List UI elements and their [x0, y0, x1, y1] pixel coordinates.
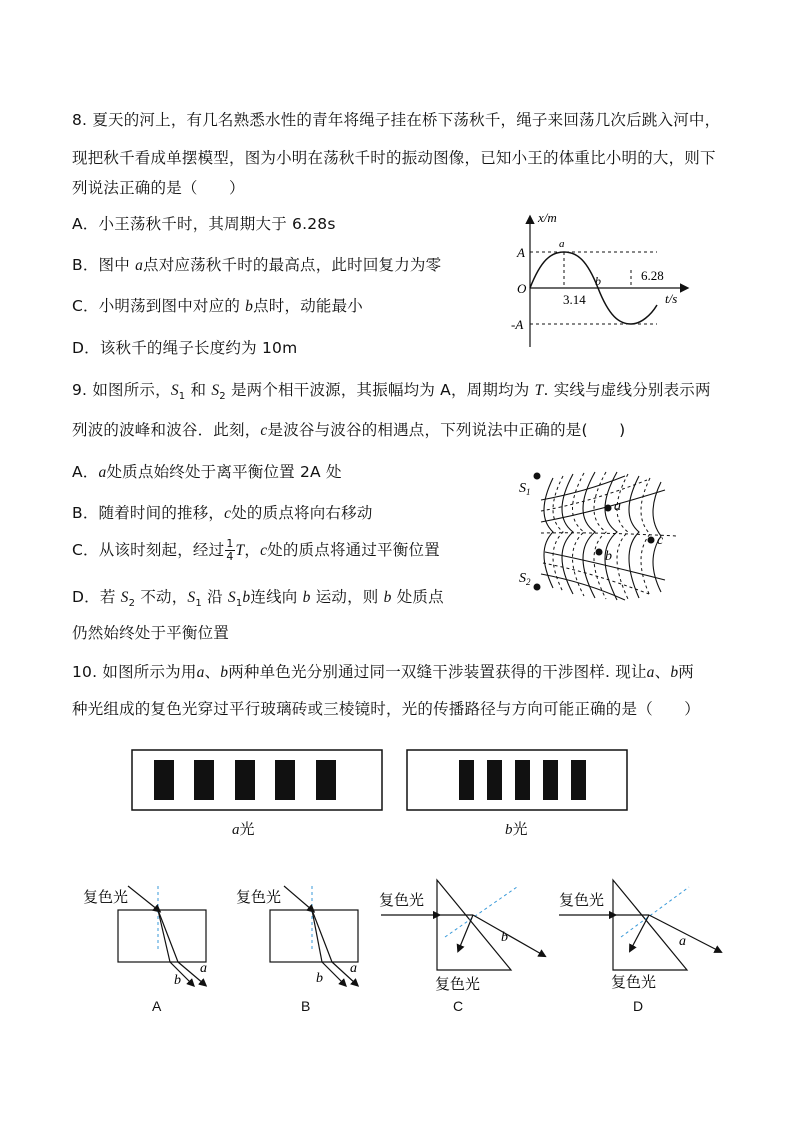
pattern-b	[405, 748, 630, 812]
q8-option-b: B．图中 a点对应荡秋千时的最高点，此时回复力为零	[72, 256, 442, 274]
svg-text:复色光: 复色光	[435, 977, 481, 993]
q8-stem-line2: 现把秋千看成单摆模型，图为小明在荡秋千时的振动图像，已知小王的体重比小明的大，则下	[72, 149, 716, 167]
q9-option-b: B．随着时间的推移，c处的质点将向右移动	[72, 504, 373, 522]
label-c: c	[657, 533, 664, 548]
svg-text:b: b	[316, 971, 323, 986]
source-s1	[534, 473, 541, 480]
q10-stem-line1: 10. 如图所示为用a、b两种单色光分别通过同一双缝干涉装置获得的干涉图样. 现让a、b两	[72, 663, 694, 681]
origin-label: O	[517, 281, 527, 296]
q9-interference-figure	[515, 470, 695, 605]
q9-stem-line2: 列波的波峰和波谷．此刻，c是波谷与波谷的相遇点，下列说法中正确的是( )	[72, 421, 626, 439]
q10-stem-line2: 种光组成的复色光穿过平行玻璃砖或三棱镜时，光的传播路径与方向可能正确的是（ ）	[72, 700, 701, 718]
tick-3.14: 3.14	[563, 292, 586, 307]
svg-text:a: a	[200, 961, 207, 976]
q8-vibration-graph	[505, 205, 705, 355]
svg-text:复色光: 复色光	[83, 890, 129, 906]
source-s2	[534, 584, 541, 591]
svg-text:复色光: 复色光	[379, 893, 425, 909]
point-a-label: a	[559, 238, 565, 250]
q9-option-c: C．从该时刻起，经过 $\frac{1}{4}$ T，c处的质点将通过平衡位置	[72, 537, 440, 563]
label-b: b	[605, 549, 612, 564]
label-s2: $S_2$	[519, 571, 531, 587]
q9-stem-line1: 9. 如图所示，$S_1$ 和 $S_2$ 是两个相干波源，其振幅均为 A，周期均为 T. 实线与虚线分别表示两	[72, 381, 711, 403]
q8-stem-line1: 8. 夏天的河上，有几名熟悉水性的青年将绳子挂在桥下荡秋千，绳子来回荡几次后跳入河中，	[72, 111, 721, 129]
choice-d-label: D	[633, 998, 644, 1014]
q9-option-d-line2: 仍然始终处于平衡位置	[72, 624, 230, 642]
svg-text:复色光: 复色光	[559, 893, 605, 909]
q9-option-a: A．a处质点始终处于离平衡位置 2A 处	[72, 463, 342, 481]
choice-c-diagram	[375, 875, 550, 995]
q8-stem-line3: 列说法正确的是（ ）	[72, 179, 245, 197]
q9-option-d: D．若 $S_2$ 不动，$S_1$ 沿 $S_1b$连线向 b 运动，则 b 处质点	[72, 588, 444, 610]
choice-b-diagram	[232, 880, 382, 990]
point-b-label: b	[595, 274, 601, 288]
amp-neg-label: -A	[511, 317, 524, 332]
point-b	[596, 549, 603, 556]
point-c	[648, 537, 655, 544]
svg-text:b: b	[174, 973, 181, 988]
tick-6.28: 6.28	[641, 268, 664, 283]
choice-a-diagram	[78, 880, 228, 990]
svg-text:复色光: 复色光	[611, 975, 657, 991]
svg-text:a: a	[350, 961, 357, 976]
q8-option-c: C．小明荡到图中对应的 b点时，动能最小	[72, 297, 364, 315]
pattern-b-caption: b光	[505, 821, 528, 838]
svg-text:b: b	[501, 930, 508, 945]
pattern-a-caption: a光	[232, 821, 255, 838]
choice-b-label: B	[301, 998, 311, 1014]
fraction-one-quarter: $\frac{1}{4}$	[226, 537, 234, 563]
svg-text:复色光: 复色光	[236, 890, 282, 906]
q8-option-a: A．小王荡秋千时，其周期大于 6.28s	[72, 215, 336, 233]
point-a	[605, 505, 612, 512]
amp-pos-label: A	[517, 245, 525, 260]
choice-d-diagram	[555, 875, 730, 995]
q8-option-d: D．该秋千的绳子长度约为 10m	[72, 339, 298, 357]
choice-c-label: C	[453, 998, 464, 1014]
y-axis-label: x/m	[538, 210, 557, 225]
label-s1: $S_1$	[519, 481, 531, 497]
choice-a-label: A	[152, 998, 162, 1014]
pattern-a	[130, 748, 385, 812]
label-a: a	[614, 499, 621, 514]
x-axis-label: t/s	[665, 291, 678, 306]
svg-text:a: a	[679, 934, 686, 949]
